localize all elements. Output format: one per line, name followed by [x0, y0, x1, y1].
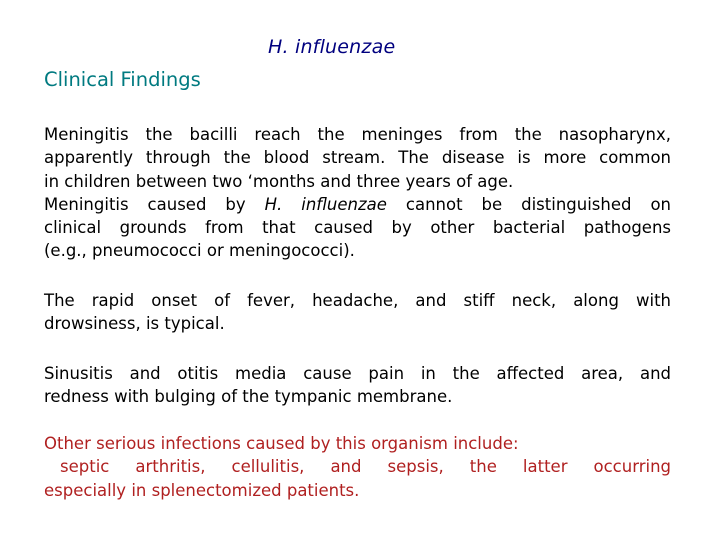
organism-name: H. influenzae	[264, 194, 387, 214]
text-fragment: Meningitis caused by	[44, 194, 246, 214]
meningitis-paragraph	[44, 123, 671, 263]
slide-title: H. influenzae	[268, 36, 396, 58]
text-line: redness with bulging of the tympanic membrane.	[44, 387, 453, 407]
text-line: apparently through the blood stream. The disease is more common	[44, 148, 671, 168]
text-line: clinical grounds from that caused by other bacterial pathogens	[44, 218, 671, 238]
text-line: in children between two ‘months and three years of age.	[44, 171, 514, 191]
text-line: especially in splenectomized patients.	[44, 480, 360, 500]
text-line: septic arthritis, cellulitis, and sepsis, the latter occurring	[60, 457, 671, 477]
text-fragment: cannot be distinguished on	[405, 194, 671, 214]
other-infections-paragraph	[44, 432, 671, 502]
text-line: Meningitis the bacilli reach the meninges from the nasopharynx,	[44, 125, 671, 144]
text-line: drowsiness, is typical.	[44, 314, 225, 334]
text-line: The rapid onset of fever, headache, and stiff neck, along with	[44, 291, 671, 310]
text-line	[44, 193, 671, 216]
text-line: Sinusitis and otitis media cause pain in the affected area, and	[44, 364, 671, 383]
sinusitis-paragraph	[44, 362, 671, 409]
text-line: Other serious infections caused by this organism include:	[44, 434, 519, 453]
section-heading: Clinical Findings	[44, 68, 201, 91]
symptoms-paragraph	[44, 289, 671, 336]
text-line: (e.g., pneumococci or meningococci).	[44, 241, 355, 261]
